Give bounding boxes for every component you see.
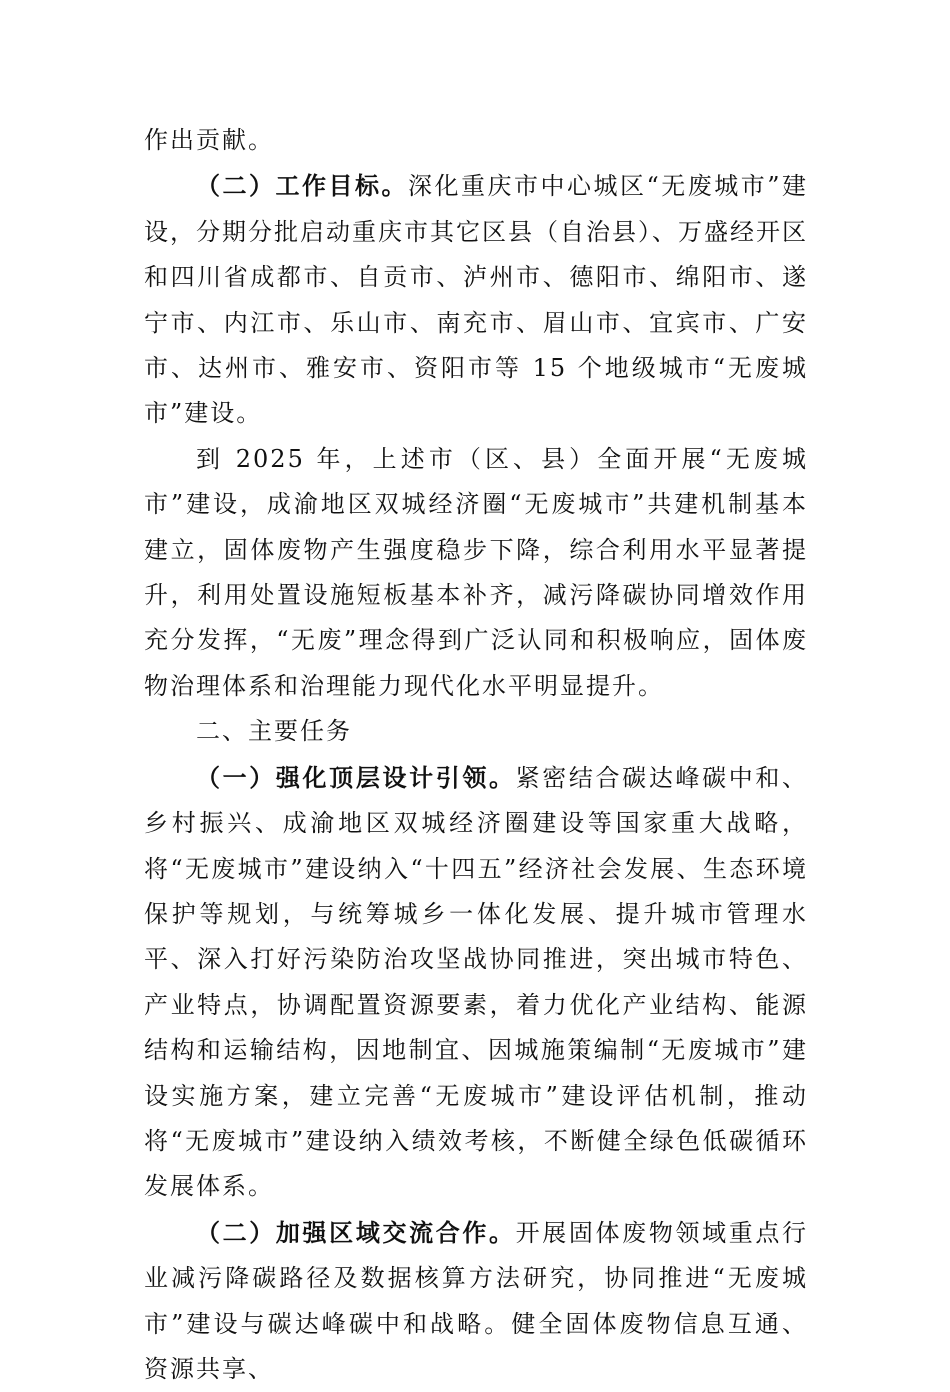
- paragraph-continuation: 作出贡献。: [144, 126, 274, 154]
- paragraph-2025-targets: 到 2025 年，上述市（区、县）全面开展“无废城市”建设，成渝地区双城经济圈“无废城市”共建机制基本建立，固体废物产生强度稳步下降，综合利用水平显著提升，利用处置设施短板基本补齐，减污降碳协同增效作用充分发挥，“无废”理念得到广泛认同和积极响应，固体废物治理体系和治理能力现代化水平明显提升。: [144, 444, 808, 700]
- regional-cooperation-lead: （二）加强区域交流合作。: [196, 1217, 516, 1247]
- paragraph-top-level-design: [144, 755, 808, 1210]
- section-heading-main-tasks: 二、主要任务: [196, 717, 352, 746]
- paragraph-work-goals: [144, 163, 808, 436]
- top-level-design-body: 紧密结合碳达峰碳中和、乡村振兴、成渝地区双城经济圈建设等国家重大战略，将“无废城市”建设纳入“十四五”经济社会发展、生态环境保护等规划，与统筹城乡一体化发展、提升城市管理水平、深入打好污染防治攻坚战协同推进，突出城市特色、产业特点，协调配置资源要素，着力优化产业结构、能源结构和运输结构，因地制宜、因城施策编制“无废城市”建设实施方案，建立完善“无废城市”建设评估机制，推动将“无废城市”建设纳入绩效考核，不断健全绿色低碳循环发展体系。: [144, 763, 809, 1201]
- top-level-design-lead: （一）强化顶层设计引领。: [196, 762, 516, 792]
- work-goals-body: 深化重庆市中心城区“无废城市”建设，分期分批启动重庆市其它区县（自治县）、万盛经开区和四川省成都市、自贡市、泸州市、德阳市、绵阳市、遂宁市、内江市、乐山市、南充市、眉山市、宜宾市、广安市、达州市、雅安市、资阳市等 15 个地级城市“无废城市”建设。: [144, 172, 808, 428]
- regional-cooperation-body: 开展固体废物领域重点行业减污降碳路径及数据核算方法研究，协同推进“无废城市”建设与碳达峰碳中和战略。健全固体废物信息互通、资源共享、: [144, 1218, 809, 1383]
- paragraph-regional-cooperation: [144, 1210, 808, 1392]
- work-goals-lead: （二）工作目标。: [196, 171, 408, 201]
